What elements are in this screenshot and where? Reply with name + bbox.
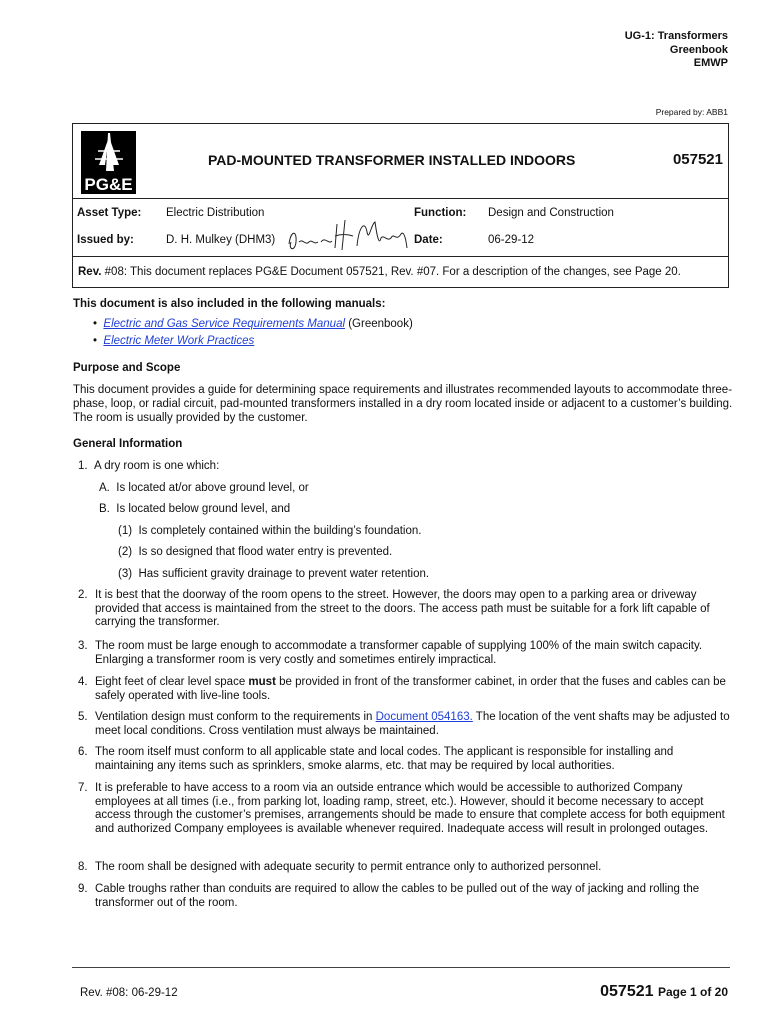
header-line-2: Greenbook: [669, 43, 728, 56]
list-item: (3) Has sufficient gravity drainage to prevent water retention.: [118, 568, 430, 580]
list-item: The room must be large enough to accommodate a transformer capable of supplying 100% of the main switch capacity. Enlarging a transformer room is very costly and sometimes entirely impractical.: [95, 640, 703, 666]
list-item: Eight feet of clear level space must be provided in front of the transformer cabinet, in order that the fuses and cables can be safely operated with live-line tools.: [95, 676, 726, 702]
bullet: •: [93, 335, 98, 347]
list-item: It is preferable to have access to a room via an outside entrance which would be accessible to authorized Company employees at all times (i.e., from parking lot, loading ramp, street, etc.). However, should it become necessary to accept access through the customer’s premises, arrangements should be made to ensure that complete access for both equipment and authorized Company employees is available whenever required. Inadequate access will result in prolonged outages.: [95, 782, 725, 835]
list-item: Ventilation design must conform to the requirements in Document 054163. The location of the vent shafts may be adjusted to meet local conditions. Cross ventilation must always be maintained.: [95, 711, 730, 737]
list-item: (1) Is completely contained within the building’s foundation.: [118, 525, 422, 537]
page-number: Page 1 of 20: [657, 985, 728, 999]
footer-page-info: [600, 983, 728, 1001]
bullet: •: [93, 318, 98, 330]
list-item: 1. A dry room is one which:: [78, 460, 220, 472]
function-label: Function:: [414, 207, 467, 219]
pge-logo: [81, 131, 136, 194]
revision-note: [78, 266, 681, 278]
list-item: The room shall be designed with adequate security to permit entrance only to authorized personnel.: [95, 861, 602, 873]
list-item: (2) Is so designed that flood water entry is prevented.: [118, 546, 393, 558]
manual-suffix: (Greenbook): [345, 318, 413, 330]
footer-divider: [72, 967, 730, 968]
header-line-3: EMWP: [693, 57, 728, 69]
meter-work-practices-link[interactable]: Electric Meter Work Practices: [103, 335, 255, 347]
asset-type-value: Electric Distribution: [166, 207, 265, 219]
list-item: Cable troughs rather than conduits are required to allow the cables to be pulled out of the way of jacking and rolling the transformer out of the room.: [95, 883, 700, 909]
footer-revision: Rev. #08: 06-29-12: [80, 987, 178, 999]
greenbook-link[interactable]: Electric and Gas Service Requirements Manual: [103, 318, 346, 330]
list-item: The room itself must conform to all applicable state and local codes. The applicant is responsible for installing and maintaining any items such as sprinklers, smoke alarms, etc. that may be required by local authorities.: [95, 746, 674, 772]
document-054163-link[interactable]: Document 054163.: [375, 711, 473, 723]
purpose-heading: Purpose and Scope: [73, 362, 181, 374]
issued-by-value: D. H. Mulkey (DHM3): [166, 234, 276, 246]
date-value: 06-29-12: [488, 234, 535, 246]
footer-doc-number: 057521: [600, 983, 654, 1000]
general-heading: General Information: [73, 438, 183, 450]
document-number: 057521: [672, 151, 723, 168]
list-item: A. Is located at/or above ground level, or: [99, 482, 309, 494]
revision-label: Rev.: [78, 266, 102, 278]
pge-logo-text: PG&E: [84, 175, 133, 194]
signature: [285, 212, 410, 261]
divider: [72, 256, 729, 257]
prepared-by: Prepared by: ABB1: [655, 107, 728, 117]
list-item: B. Is located below ground level, and: [99, 503, 291, 515]
issued-by-label: Issued by:: [77, 234, 134, 246]
header-line-1: UG-1: Transformers: [624, 30, 728, 42]
date-label: Date:: [414, 234, 443, 246]
list-item: [93, 318, 413, 330]
asset-type-label: Asset Type:: [77, 207, 142, 219]
title-block: [72, 123, 729, 288]
revision-text: #08: This document replaces PG&E Document 057521, Rev. #07. For a description of the changes, see Page 20.: [104, 266, 681, 278]
document-title: PAD-MOUNTED TRANSFORMER INSTALLED INDOORS: [208, 152, 576, 168]
manuals-heading: This document is also included in the following manuals:: [73, 298, 386, 310]
purpose-text: This document provides a guide for determining space requirements and illustrates recommended layouts to accommodate three-phase, loop, or radial circuit, pad-mounted transformers installed in a dry room located inside or adjacent to a customer’s building. The room is usually provided by the customer.: [73, 384, 733, 424]
document-header: [625, 30, 728, 71]
list-item: [93, 335, 254, 347]
list-item: It is best that the doorway of the room opens to the street. However, the doors may open to a parking area or driveway provided that access is maintained from the street to the doors. The access path must be suitable for a fork lift capable of carrying the transformer.: [95, 589, 710, 628]
function-value: Design and Construction: [488, 207, 614, 219]
divider: [72, 198, 729, 199]
